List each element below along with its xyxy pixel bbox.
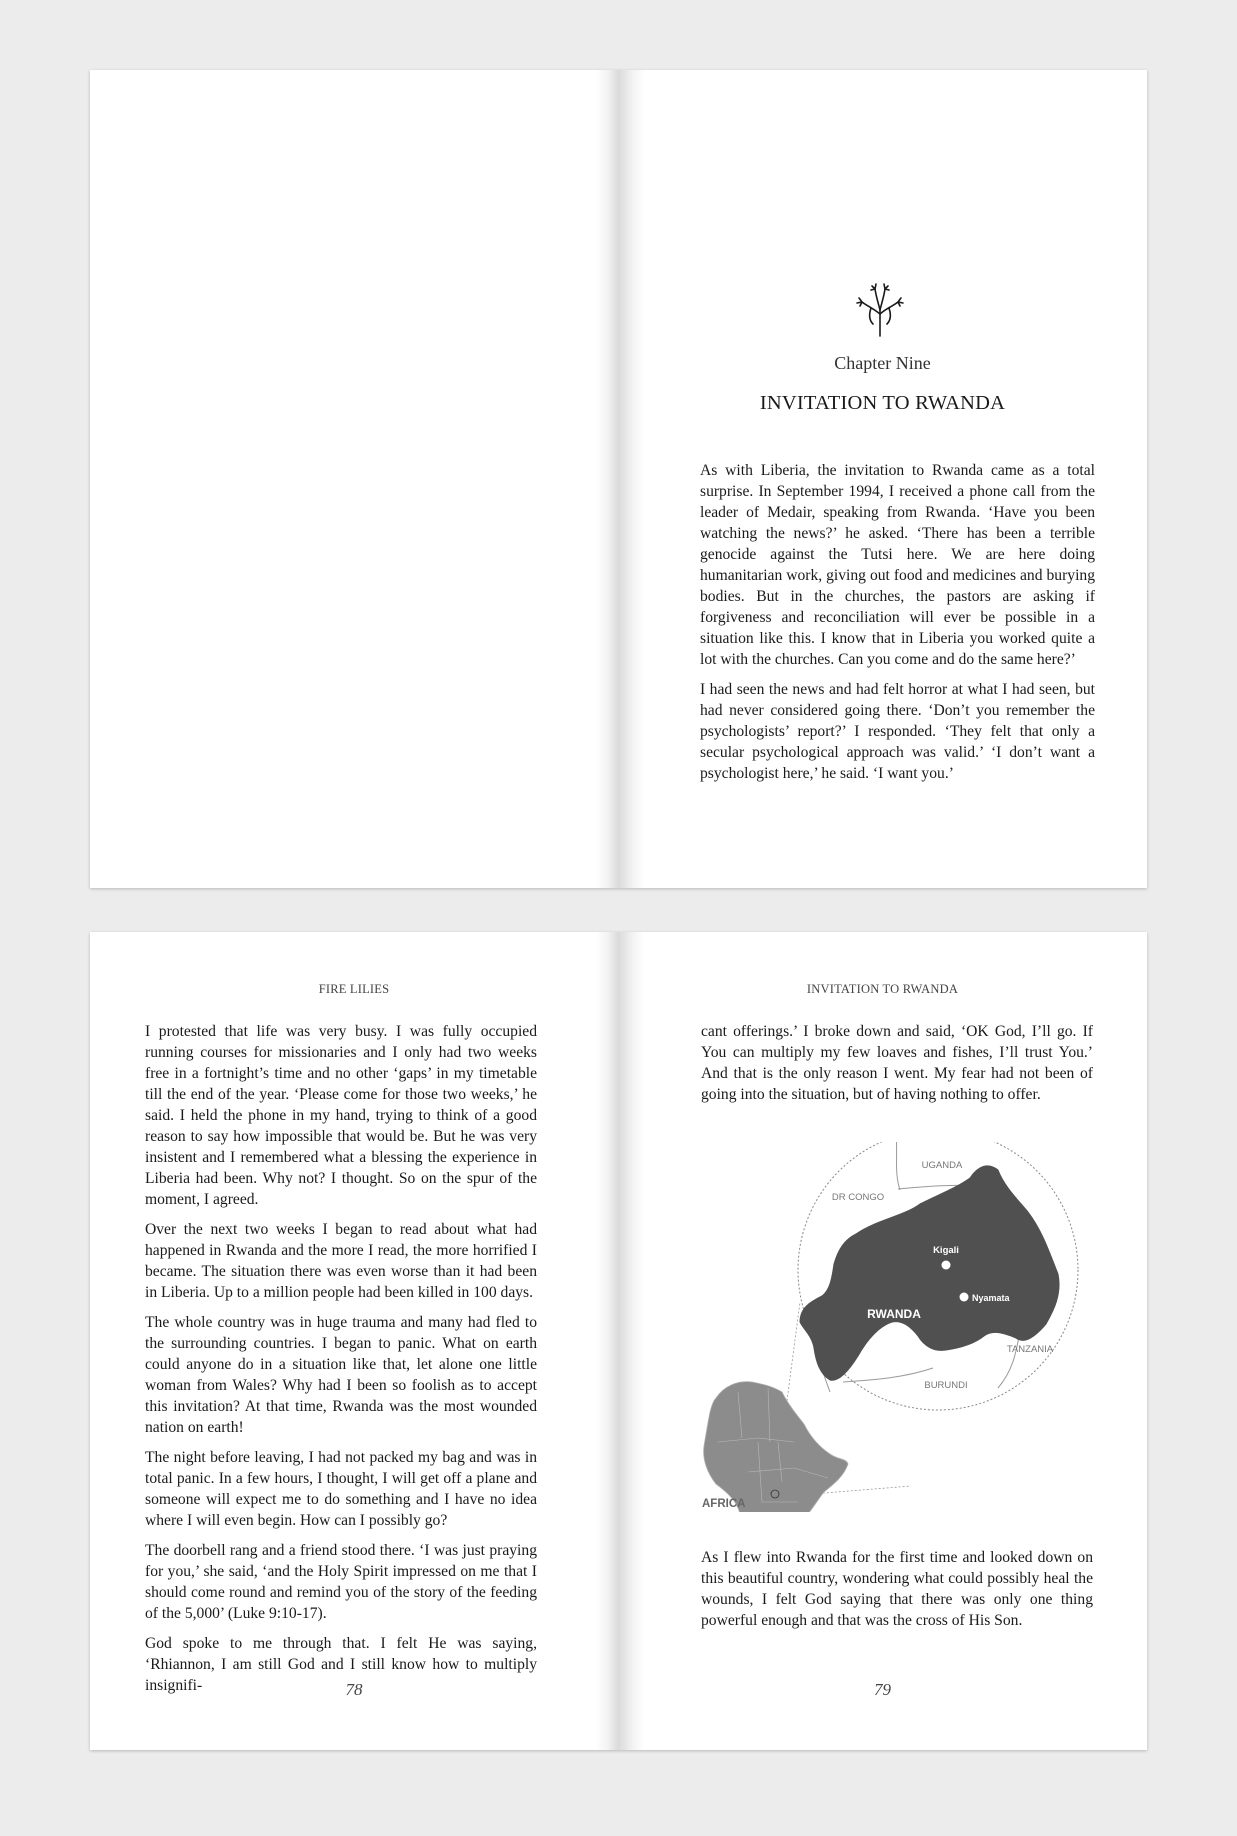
left-page-78 [90,932,618,1750]
paragraph: The night before leaving, I had not packed my bag and was in total panic. In a few hours, I thought, I will get off a plane and someone will expect me to do something and I have no idea where I will even begin. How can I possibly go? [145,1449,537,1529]
page-number: 78 [345,1680,363,1699]
running-head: FIRE LILIES [318,982,390,996]
fire-lily-ornament-icon [851,280,909,338]
blank-left-page [90,70,618,888]
africa-continent-shape [704,1382,848,1512]
paragraph: God spoke to me through that. I felt He was saying, ‘Rhiannon, I am still God and I still know how to multiply insignifi- [145,1635,537,1694]
burundi-label: BURUNDI [924,1380,968,1391]
book-spread-1 [90,70,1147,888]
paragraph: As with Liberia, the invitation to Rwanda came as a total surprise. In September 1994, I received a phone call from the leader of Medair, speaking from Rwanda. ‘Have you been watching the news?’ he asked. ‘There has been a terrible genocide against the Tutsi here. We are here doing humanitarian work, giving out food and medicines and burying bodies. But in the churches, the pastors are asking if forgiveness and reconciliation will ever be possible in a situation like this. I know that in Liberia you worked quite a lot with the churches. Can you come and do the same here?’ [700,462,1095,668]
kigali-label: Kigali [933,1245,959,1256]
kigali-city-dot [942,1261,951,1270]
africa-label: AFRICA [702,1498,746,1510]
body-text-top [701,1021,1093,1114]
paragraph: I had seen the news and had felt horror at what I had seen, but had never considered going there. ‘Don’t you remember the psychologists’ report?’ I responded. ‘They felt that only a secular psychological approach was valid.’ ‘I don’t want a psychologist here,’ he said. ‘I want you.’ [700,681,1095,782]
body-text-bottom [701,1547,1093,1640]
page-number: 79 [874,1680,891,1699]
nyamata-city-dot [960,1293,969,1302]
uganda-label: UGANDA [921,1160,963,1171]
tanzania-label: TANZANIA [1006,1344,1054,1355]
book-spread-2 [90,932,1147,1750]
paragraph: The doorbell rang and a friend stood there. ‘I was just praying for you,’ she said, ‘and the Holy Spirit impressed on me that I should come round and remind you of the story of the feeding of the 5,000’ (Luke 9:10-17). [145,1542,537,1622]
chapter-opening-page [618,70,1147,888]
body-text [145,1021,537,1705]
nyamata-label: Nyamata [972,1293,1010,1303]
paragraph: cant offerings.’ I broke down and said, ‘OK God, I’ll go. If You can multiply my few loaves and fishes, I’ll trust You.’ And that is the only reason I went. My fear had not been of going into the situation, but of having nothing to offer. [701,1023,1093,1103]
dr-congo-label: DR CONGO [831,1192,885,1203]
rwanda-label: RWANDA [867,1307,921,1321]
paragraph: I protested that life was very busy. I was fully occupied running courses for missionaries and I only had two weeks free in a fortnight’s time and no other ‘gaps’ in my timetable till the end of the year. ‘Please come for those two weeks,’ he said. I held the phone in my hand, trying to think of a good reason to say how impossible that would be. But he was very insistent and I remembered what a blessing the experience in Liberia had been. Why not? I thought. So on the spur of the moment, I agreed. [145,1023,537,1208]
right-page-79 [618,932,1147,1750]
chapter-label: Chapter Nine [834,353,931,373]
paragraph: As I flew into Rwanda for the first time and looked down on this beautiful country, wondering what could possibly heal the wounds, I felt God saying that there was only one thing powerful enough and that was the cross of His Son. [701,1549,1093,1629]
paragraph: Over the next two weeks I began to read about what had happened in Rwanda and the more I read, the more horrified I became. The situation there was even worse than it had been in Liberia. Up to a million people had been killed in 100 days. [145,1221,537,1301]
chapter-body-text [700,460,1095,793]
paragraph: The whole country was in huge trauma and many had fled to the surrounding countries. I began to panic. What on earth could anyone do in a situation like that, let alone one little woman from Wales? Why had I been so foolish as to accept this invitation? At that time, Rwanda was the most wounded nation on earth! [145,1314,537,1436]
rwanda-map-figure [698,1142,1088,1512]
running-head: INVITATION TO RWANDA [806,982,959,996]
chapter-title: INVITATION TO RWANDA [759,392,1006,414]
